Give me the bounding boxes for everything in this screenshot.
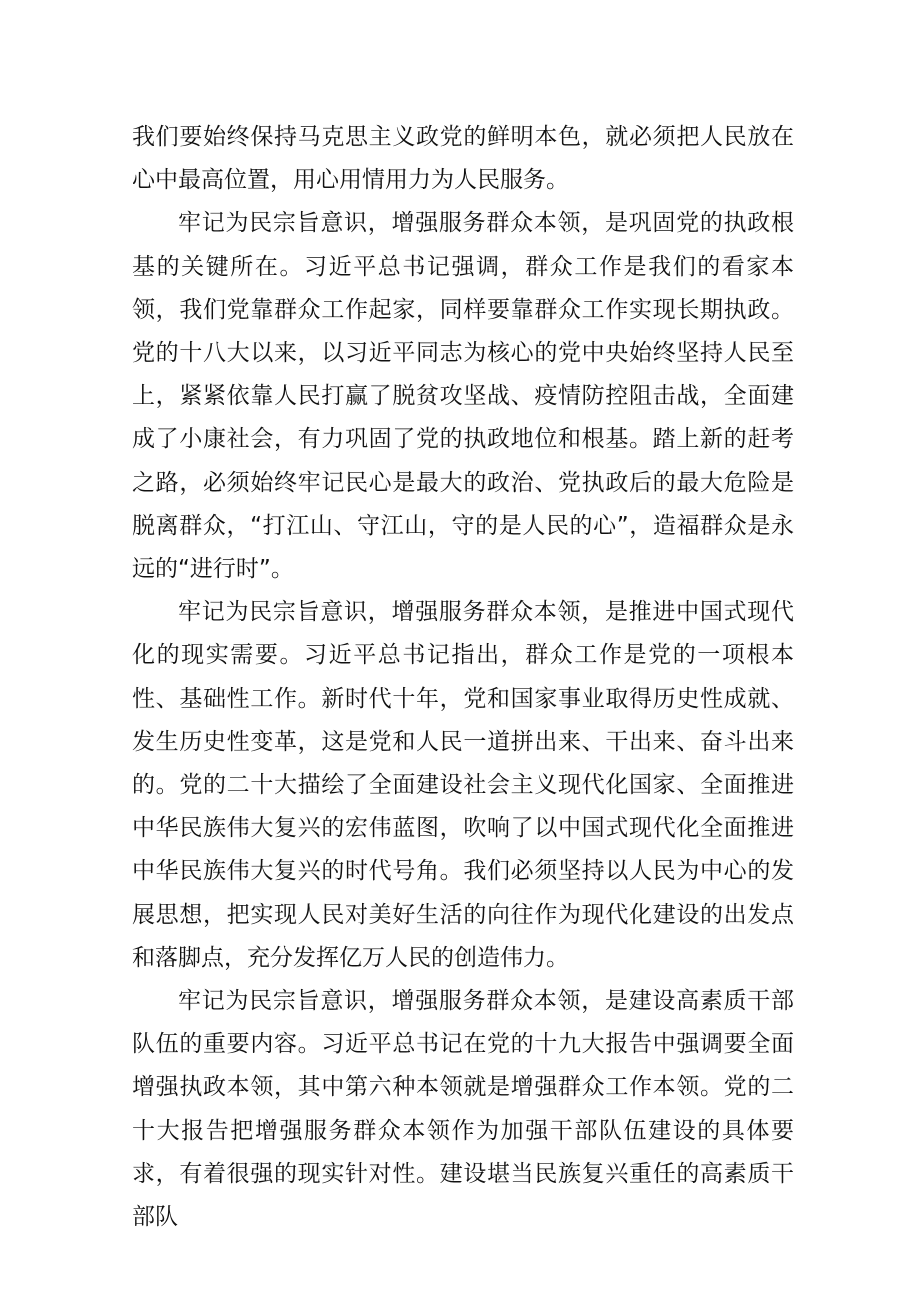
paragraph-3: 牢记为民宗旨意识，增强服务群众本领，是推进中国式现代化的现实需要。习近平总书记指出，群众工作是党的一项根本性、基础性工作。新时代十年，党和国家事业取得历史性成就、发生历史性变革，这是党和人民一道拼出来、干出来、奋斗出来的。党的二十大描绘了全面建设社会主义现代化国家、全面推进中华民族伟大复兴的宏伟蓝图，吹响了以中国式现代化全面推进中华民族伟大复兴的时代号角。我们必须坚持以人民为中心的发展思想，把实现人民对美好生活的向往作为现代化建设的出发点和落脚点，充分发挥亿万人民的创造伟力。 (132, 599, 794, 971)
paragraph-2: 牢记为民宗旨意识，增强服务群众本领，是巩固党的执政根基的关键所在。习近平总书记强调，群众工作是我们的看家本领，我们党靠群众工作起家，同样要靠群众工作实现长期执政。党的十八大以来，以习近平同志为核心的党中央始终坚持人民至上，紧紧依靠人民打赢了脱贫攻坚战、疫情防控阻击战，全面建成了小康社会，有力巩固了党的执政地位和根基。踏上新的赶考之路，必须始终牢记民心是最大的政治、党执政后的最大危险是脱离群众，“打江山、守江山，守的是人民的心”，造福群众是永远的“进行时”。 (132, 210, 794, 583)
body-text (132, 116, 794, 1239)
paragraph-4: 牢记为民宗旨意识，增强服务群众本领，是建设高素质干部队伍的重要内容。习近平总书记在党的十九大报告中强调要全面增强执政本领，其中第六种本领就是增强群众工作本领。党的二十大报告把增强服务群众本领作为加强干部队伍建设的具体要求，有着很强的现实针对性。建设堪当民族复兴重任的高素质干部队 (132, 988, 794, 1231)
paragraph-1: 我们要始终保持马克思主义政党的鲜明本色，就必须把人民放在心中最高位置，用心用情用力为人民服务。 (132, 124, 794, 194)
